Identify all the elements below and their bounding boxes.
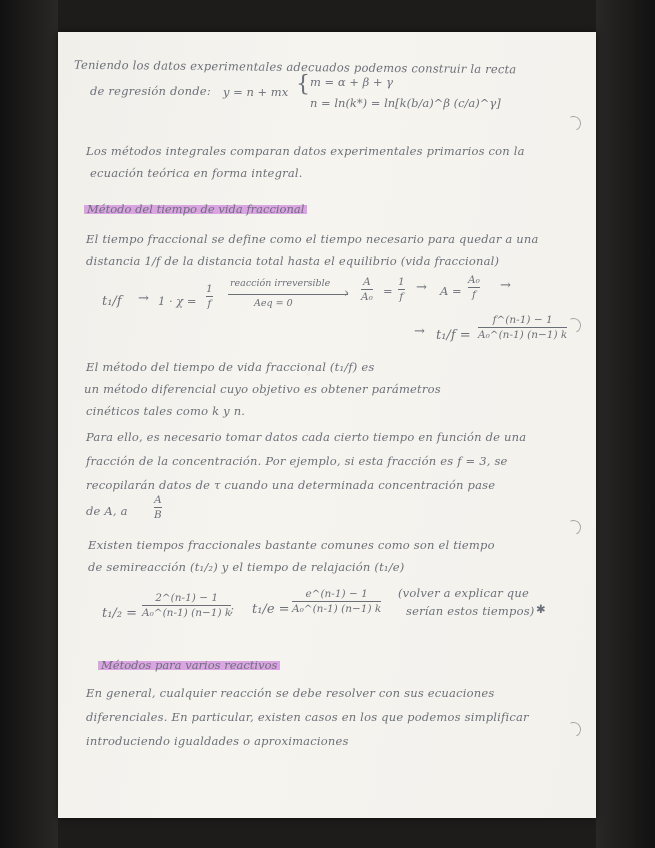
slope-equation: m = α + β + γ	[310, 75, 394, 89]
a-over-a0	[361, 276, 373, 303]
t-e-num: e^(n-1) − 1	[305, 588, 368, 600]
t-half-num: 2^(n-1) − 1	[155, 592, 219, 604]
t-half-formula	[142, 592, 231, 619]
equals-sign: =	[383, 284, 393, 298]
fraction-line-2: distancia 1/f de la distancia total hasta el equilibrio (vida fraccional)	[86, 254, 500, 268]
binder-ring	[564, 720, 583, 739]
fraction-bar	[142, 605, 231, 606]
heading-fractional-life: Método del tiempo de vida fraccional	[84, 202, 307, 216]
t-e-den: A₀^(n-1) (n−1) k	[292, 603, 382, 615]
note-line-1: (volver a explicar que	[398, 586, 529, 600]
halflife-line-2: de semireacción (t₁/₂) y el tiempo de relajación (t₁/e)	[88, 560, 405, 574]
one-over-f-num: 1	[206, 283, 213, 295]
method-line-4: Para ello, es necesario tomar datos cada cierto tiempo en función de una	[86, 430, 527, 444]
t-fraction-label: t₁/f	[102, 294, 122, 309]
one-over-f-den-2: f	[399, 291, 404, 303]
binder-ring	[564, 518, 583, 537]
reaction-arrow-line	[228, 294, 348, 295]
aeq-label: Aeq = 0	[254, 298, 293, 309]
background-left	[0, 0, 58, 848]
halflife-line-1: Existen tiempos fraccionales bastante comunes como son el tiempo	[88, 538, 495, 552]
a0-over-f	[468, 274, 480, 301]
method-line-3: cinéticos tales como k y n.	[86, 404, 246, 418]
method-line-1: El método del tiempo de vida fraccional (t₁/f) es	[86, 360, 375, 374]
one-over-f-den: f	[207, 298, 212, 310]
multi-line-1: En general, cualquier reacción se debe resolver con sus ecuaciones	[86, 686, 495, 700]
method-line-2: un método diferencial cuyo objetivo es obtener parámetros	[84, 382, 441, 396]
a-equals: A =	[440, 284, 462, 298]
irreversible-label: reacción irreversible	[230, 278, 331, 289]
one-over-f-num-2: 1	[398, 276, 405, 288]
intro-line-2: de regresión donde:	[90, 84, 211, 98]
t-e-formula	[292, 588, 381, 615]
multi-line-3: introduciendo igualdades o aproximaciones	[86, 734, 349, 748]
intro-line-1: Teniendo los datos experimentales adecuados podemos construir la recta	[73, 57, 517, 77]
fraction-line-1: El tiempo fraccional se define como el tiempo necesario para quedar a una	[86, 232, 539, 246]
a0-over-f-den: f	[471, 289, 476, 301]
brace: {	[296, 72, 310, 97]
fraction-bar	[292, 601, 381, 602]
t-fraction-den: A₀^(n-1) (n−1) k	[478, 329, 568, 341]
a-over-b-num: A	[154, 494, 162, 506]
a-over-a0-den: A₀	[361, 291, 373, 303]
integral-line-1: Los métodos integrales comparan datos experimentales primarios con la	[86, 144, 525, 158]
fraction-bar	[206, 296, 213, 297]
regression-equation: y = n + mx	[223, 85, 289, 99]
t-e-label: t₁/e =	[252, 602, 290, 617]
a-over-a0-num: A	[363, 276, 371, 288]
fraction-bar	[154, 507, 162, 508]
arrow-3: →	[500, 278, 511, 293]
notebook-page	[58, 32, 596, 818]
reaction-arrow-head: ›	[344, 286, 350, 301]
fraction-bar	[468, 287, 480, 288]
a-over-b	[154, 494, 162, 521]
fraction-bar	[478, 327, 567, 328]
intercept-equation: n = ln(k*) = ln[k(b/a)^β (c/a)^γ]	[310, 96, 501, 110]
arrow-1: →	[138, 291, 149, 306]
method-line-6: recopilarán datos de τ cuando una determinada concentración pase	[86, 478, 496, 492]
a-over-b-den: B	[154, 509, 162, 521]
a0-over-f-num: A₀	[468, 274, 480, 286]
t-half-label: t₁/₂ =	[102, 606, 138, 621]
note-line-2: serían estos tiempos)	[406, 604, 535, 618]
integral-line-2: ecuación teórica en forma integral.	[90, 166, 303, 180]
t-half-den: A₀^(n-1) (n−1) k	[142, 607, 232, 619]
semicolon: ;	[230, 602, 234, 616]
one-over-f-2	[398, 276, 405, 303]
one-over-f	[206, 283, 213, 310]
arrow-4: →	[414, 324, 425, 339]
fraction-bar	[398, 289, 405, 290]
multi-line-2: diferenciales. En particular, existen casos en los que podemos simplificar	[86, 710, 529, 724]
arrow-2: →	[416, 280, 427, 295]
t-fraction-num: f^(n-1) − 1	[492, 314, 553, 326]
method-line-7: de A, a	[86, 504, 128, 518]
chi-equation: 1 · χ =	[158, 294, 197, 308]
t-fraction-result: t₁/f =	[436, 328, 471, 343]
binder-ring	[564, 114, 583, 133]
star-mark: ✱	[536, 602, 546, 616]
fraction-bar	[361, 289, 373, 290]
heading-multi-reactant: Métodos para varios reactivos	[98, 658, 280, 672]
t-fraction-formula	[478, 314, 567, 341]
method-line-5: fracción de la concentración. Por ejemplo, si esta fracción es f = 3, se	[86, 454, 508, 468]
background-right	[596, 0, 655, 848]
